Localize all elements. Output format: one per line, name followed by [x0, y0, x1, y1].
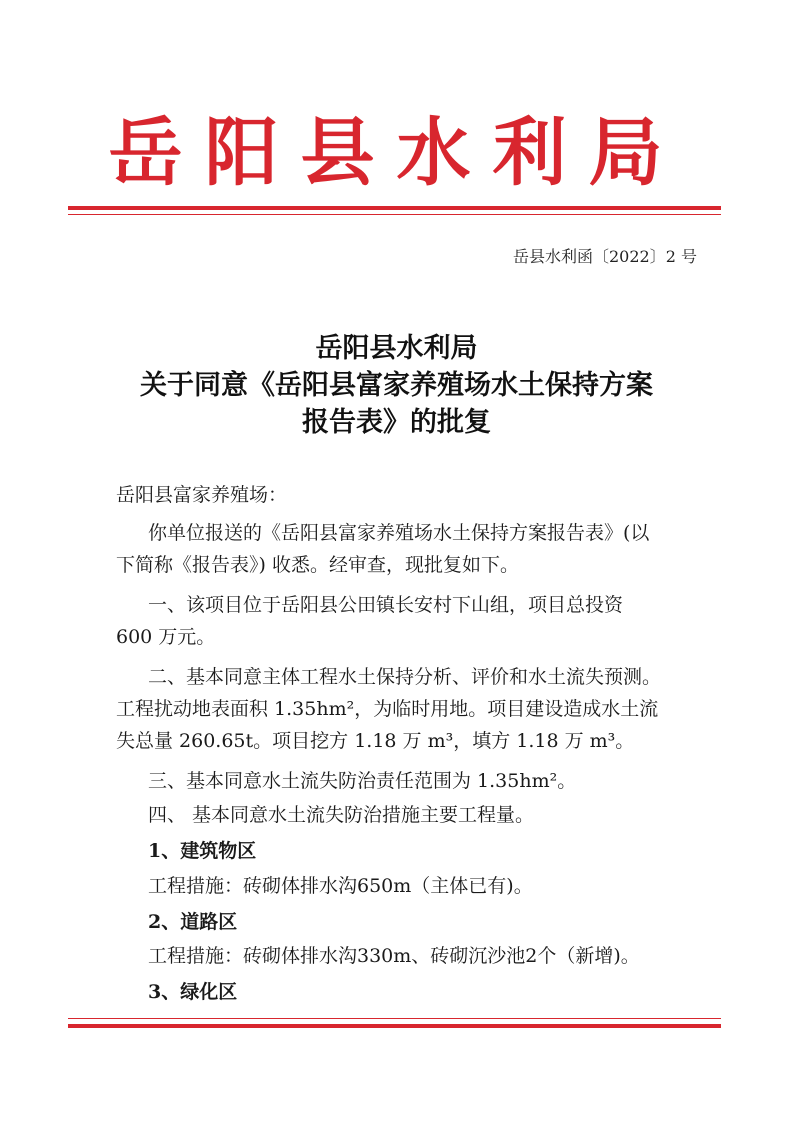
section-2-heading: 2、道路区 [148, 911, 238, 933]
section-2-text: 工程措施：砖砌体排水沟330m、砖砌沉沙池2个（新增)。 [148, 945, 640, 967]
document-number: 岳县水利函〔2022〕2 号 [513, 247, 697, 266]
paragraph-2-line-2: 600 万元。 [116, 626, 216, 648]
paragraph-3-line-2: 工程扰动地表面积 1.35hm²，为临时用地。项目建设造成水土流 [116, 698, 659, 720]
paragraph-1-line-2: 下简称《报告表》) 收悉。经审查，现批复如下。 [116, 554, 519, 576]
paragraph-1-line-1: 你单位报送的《岳阳县富家养殖场水土保持方案报告表》(以 [148, 522, 650, 544]
section-1-heading: 1、建筑物区 [148, 840, 257, 862]
section-3-heading: 3、绿化区 [148, 981, 238, 1003]
header-divider-thick [68, 206, 721, 210]
title-line-1: 岳阳县水利局 [315, 333, 478, 364]
document-title [0, 330, 793, 441]
paragraph-2-line-1: 一、该项目位于岳阳县公田镇长安村下山组，项目总投资 [148, 594, 624, 616]
title-line-2: 关于同意《岳阳县富家养殖场水土保持方案 [140, 370, 653, 401]
footer-divider-thin [68, 1018, 721, 1019]
footer-divider-thick [68, 1024, 721, 1028]
section-1-text: 工程措施：砖砌体排水沟650m（主体已有)。 [148, 875, 533, 897]
header-divider-thin [68, 214, 721, 215]
paragraph-3-line-3: 失总量 260.65t。项目挖方 1.18 万 m³，填方 1.18 万 m³。 [116, 730, 635, 752]
salutation: 岳阳县富家养殖场： [116, 484, 288, 506]
letterhead-org-name: 岳阳县水利局 [108, 110, 685, 196]
paragraph-4: 三、基本同意水土流失防治责任范围为 1.35hm²。 [148, 770, 577, 792]
paragraph-3-line-1: 二、基本同意主体工程水土保持分析、评价和水土流失预测。 [148, 666, 662, 688]
paragraph-5: 四、 基本同意水土流失防治措施主要工程量。 [148, 804, 535, 826]
title-line-3: 报告表》的批复 [302, 407, 491, 438]
